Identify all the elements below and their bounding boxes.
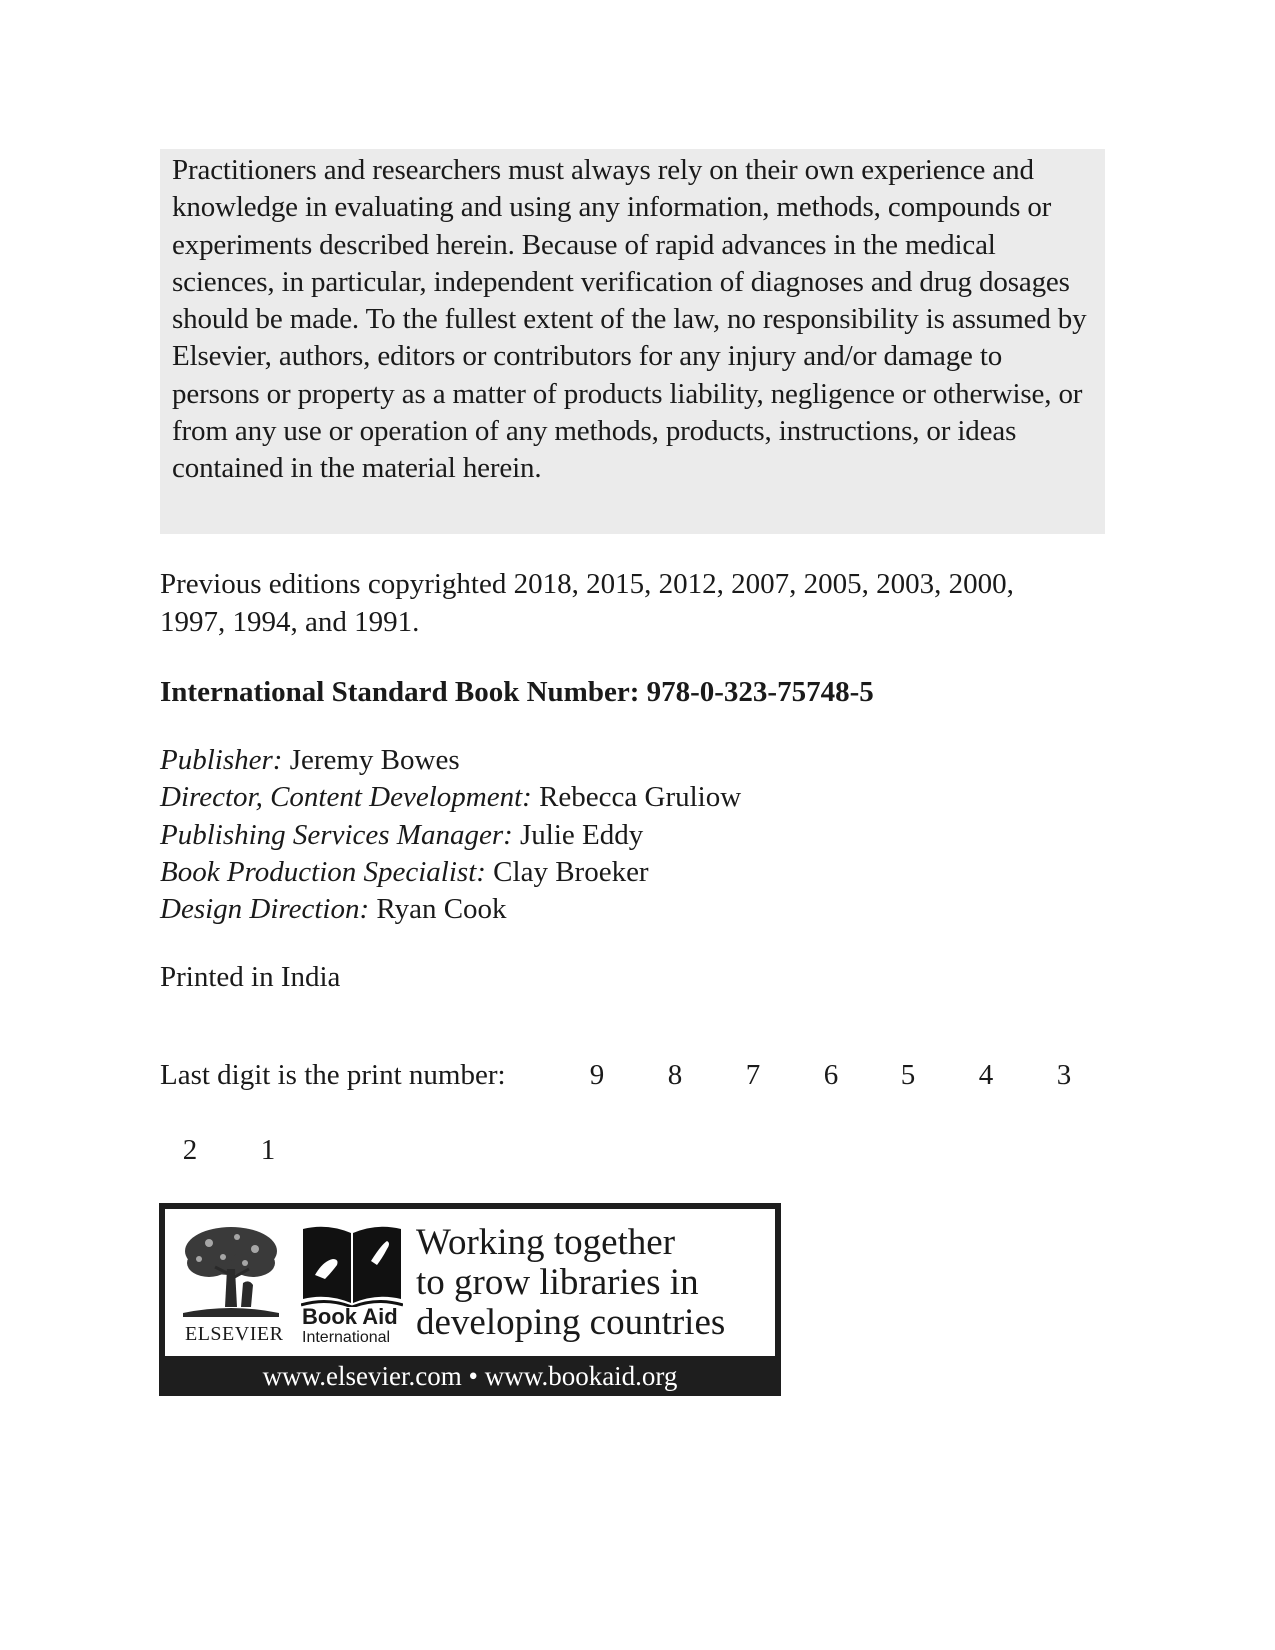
tagline-line: developing countries — [416, 1302, 726, 1343]
credit-name: Julie Eddy — [520, 818, 644, 851]
print-digit: 3 — [1056, 1059, 1072, 1091]
credit-name: Clay Broeker — [493, 855, 649, 888]
isbn: International Standard Book Number: 978-0-323-75748-5 — [160, 676, 874, 708]
disclaimer-box — [160, 149, 1105, 534]
print-digit: 2 — [182, 1134, 198, 1166]
tagline-line: to grow libraries in — [416, 1262, 699, 1303]
disclaimer-text: Practitioners and researchers must always rely on their own experience and knowledge in evaluating and using any information, methods, compounds or experiments described herein. Because of rapid advances in the medical sciences, in particular, independent verification of diagnoses and drug dosages should be made. To the fullest extent of the law, no responsibility is assumed by Elsevier, authors, editors or contributors for any injury and/or damage to persons or property as a matter of products liability, negligence or otherwise, or from any use or operation of any methods, products, instructions, or ideas contained in the material herein. — [172, 154, 1087, 485]
print-digit: 1 — [260, 1134, 276, 1166]
publisher-banner — [159, 1203, 781, 1396]
credit-role: Publishing Services Manager: — [160, 818, 513, 851]
credit-director — [160, 779, 741, 816]
print-digit: 6 — [823, 1059, 839, 1091]
printed-in: Printed in India — [160, 961, 341, 993]
banner-tagline — [416, 1223, 725, 1343]
elsevier-tree-icon — [179, 1223, 283, 1321]
credit-name: Ryan Cook — [376, 893, 507, 926]
credit-design-direction — [160, 891, 741, 928]
credit-role: Book Production Specialist: — [160, 855, 486, 888]
book-aid-name: Book Aid — [302, 1304, 398, 1329]
print-number-label: Last digit is the print number: — [160, 1059, 506, 1091]
book-aid-subtitle: International — [302, 1329, 391, 1346]
credit-name: Rebecca Gruliow — [539, 781, 742, 814]
print-digit: 8 — [667, 1059, 683, 1091]
book-aid-logo-icon — [301, 1223, 403, 1307]
credit-role: Design Direction: — [160, 893, 370, 926]
credit-publisher — [160, 742, 741, 779]
credit-role: Publisher: — [160, 744, 283, 776]
print-digit: 4 — [978, 1059, 994, 1091]
elsevier-wordmark: ELSEVIER — [185, 1323, 284, 1345]
print-digit: 5 — [900, 1059, 916, 1091]
credit-role: Director, Content Development: — [160, 781, 532, 814]
credit-production-specialist — [160, 854, 741, 891]
banner-urls: www.elsevier.com • www.bookaid.org — [262, 1361, 678, 1391]
credits-list — [160, 742, 741, 928]
tagline-line: Working together — [416, 1222, 676, 1263]
credit-name: Jeremy Bowes — [289, 744, 460, 776]
print-digit: 7 — [745, 1059, 761, 1091]
previous-editions: Previous editions copyrighted 2018, 2015, 2012, 2007, 2005, 2003, 2000, 1997, 1994, and 1991. — [160, 568, 1014, 638]
credit-services-manager — [160, 817, 741, 854]
banner-panel — [165, 1209, 775, 1356]
print-digit: 9 — [589, 1059, 605, 1091]
